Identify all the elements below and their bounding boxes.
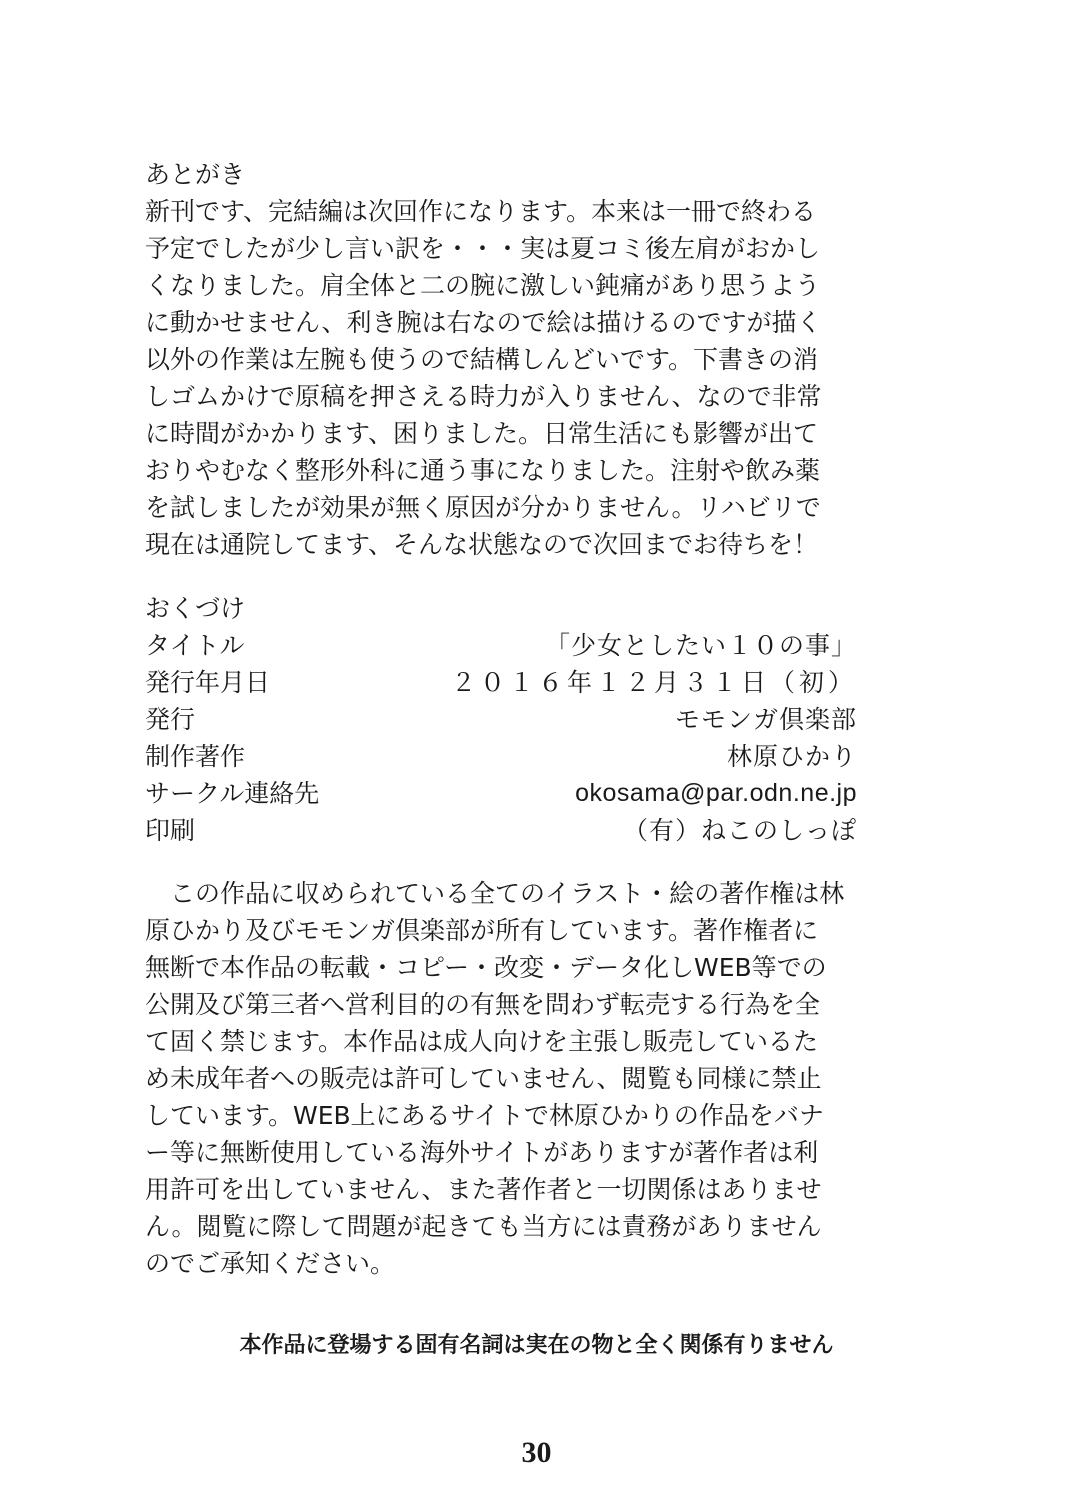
copyright-line: て固く禁じます。本作品は成人向けを主張し販売しているた <box>145 1027 819 1056</box>
colophon-row-author <box>145 744 857 774</box>
copyright-line: 無断で本作品の転載・コピー・改変・データ化しWEB等での <box>145 953 827 982</box>
copyright-line: ん。閲覧に際して問題が起きても当方には責務がありません <box>145 1212 822 1241</box>
afterword-line: 予定でしたが少し言い訳を・・・実は夏コミ後左肩がおかし <box>145 234 821 263</box>
colophon-row-date <box>145 670 857 700</box>
colophon-value: 林原ひかり <box>726 742 857 771</box>
afterword-line: 以外の作業は左腕も使うので結構しんどいです。下書きの消 <box>145 345 819 374</box>
colophon-row-printer <box>145 818 857 848</box>
page-number: 30 <box>521 1436 552 1469</box>
colophon-row-title <box>145 633 857 663</box>
copyright-line: 公開及び第三者へ営利目的の有無を問わず転売する行為を全 <box>145 990 821 1019</box>
colophon-heading: おくづけ <box>145 594 246 623</box>
colophon-value: ２０１６年１２月３１日（初） <box>450 668 857 697</box>
colophon-row-publisher <box>145 707 857 737</box>
copyright-line: ー等に無断使用している海外サイトがありますが著作者は利 <box>145 1138 819 1167</box>
copyright-line: め未成年者への販売は許可していません、閲覧も同様に禁止 <box>145 1064 822 1093</box>
colophon-label: 発行年月日 <box>145 668 271 697</box>
afterword-line: くなりました。肩全体と二の腕に激しい鈍痛があり思うよう <box>145 271 821 300</box>
copyright-line: のでご承知ください。 <box>145 1249 396 1278</box>
afterword-line: に時間がかかります、困りました。日常生活にも影響が出て <box>145 419 819 448</box>
colophon-contact-email: okosama@par.odn.ne.jp <box>575 779 857 807</box>
afterword-line: おりやむなく整形外科に通う事になりました。注射や飲み薬 <box>145 456 821 485</box>
colophon-label: 制作著作 <box>145 742 246 771</box>
colophon-label: タイトル <box>145 631 245 660</box>
afterword-line: しゴムかけで原稿を押さえる時力が入りません、なので非常 <box>145 382 822 411</box>
afterword-line: 現在は通院してます、そんな状態なので次回までお待ちを！ <box>145 530 819 559</box>
copyright-line: この作品に収められている全てのイラスト・絵の著作権は林 <box>145 879 845 908</box>
colophon-value: モモンガ倶楽部 <box>674 705 857 734</box>
colophon-label: サークル連絡先 <box>145 779 320 808</box>
afterword-line: を試しましたが効果が無く原因が分かりません。リハビリで <box>145 493 821 522</box>
copyright-line: しています。WEB上にあるサイトで林原ひかりの作品をバナ <box>145 1101 824 1130</box>
colophon-label: 印刷 <box>145 816 196 845</box>
afterword-line: 新刊です、完結編は次回作になります。本来は一冊で終わる <box>145 197 817 226</box>
colophon-value: 「少女としたい１０の事」 <box>544 631 857 660</box>
copyright-line: 用許可を出していません、また著作者と一切関係はありませ <box>145 1175 822 1204</box>
afterword-heading: あとがき <box>145 160 246 189</box>
colophon-row-contact <box>145 781 857 811</box>
disclaimer: 本作品に登場する固有名詞は実在の物と全く関係有りません <box>239 1332 834 1358</box>
colophon-label: 発行 <box>145 705 196 734</box>
colophon-value: （有）ねこのしっぽ <box>622 816 857 845</box>
afterword-line: に動かせません、利き腕は右なので絵は描けるのですが描く <box>145 308 822 337</box>
copyright-line: 原ひかり及びモモンガ倶楽部が所有しています。著作権者に <box>145 916 819 945</box>
